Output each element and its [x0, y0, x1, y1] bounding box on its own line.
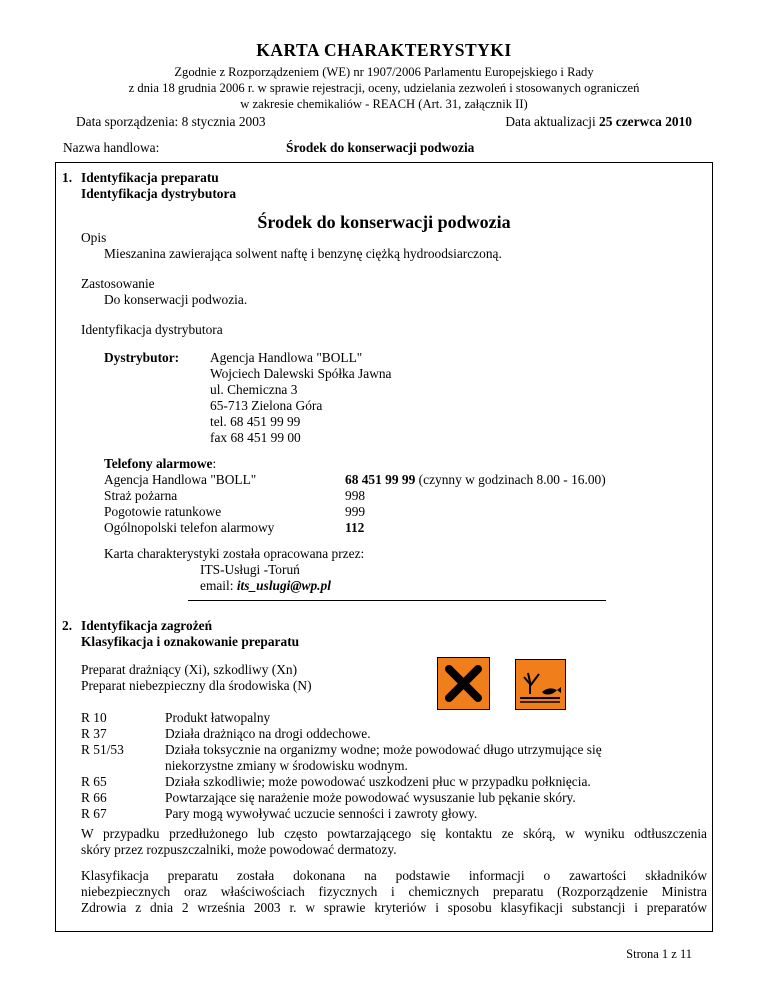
r-codes [81, 710, 124, 822]
section2-number: 2. [62, 618, 73, 633]
document-title: KARTA CHARAKTERYSTYKI [256, 40, 512, 60]
classification-paragraph [81, 868, 707, 916]
paragraph-line: W przypadku przedłużonego lub często powtarzającego się kontaktu ze skórą, w wyniku odtłuszczenia [81, 826, 707, 841]
prepared-by-name: ITS-Usługi -Toruń [200, 562, 300, 577]
zastosowanie-label: Zastosowanie [81, 276, 155, 291]
alarm-phones-names [104, 456, 274, 536]
paragraph-line: Zdrowia z dnia 2 września 2003 r. w sprawie kryteriów i sposobu klasyfikacji substancji i preparatów [81, 900, 707, 915]
distributor-line: 65-713 Zielona Góra [210, 398, 323, 413]
opis-label: Opis [81, 230, 107, 245]
prepared-by-label: Karta charakterystyki została opracowana przez: [104, 546, 365, 561]
update-label: Data aktualizacji [505, 114, 600, 129]
subtitle-line-1: Zgodnie z Rozporządzeniem (WE) nr 1907/2006 Parlamentu Europejskiego i Rady [174, 65, 594, 79]
dermatosis-paragraph [81, 826, 707, 858]
section-divider [188, 600, 606, 601]
r-text: Działa toksycznie na organizmy wodne; może powodować długo utrzymujące się [165, 742, 602, 757]
prepared-by-email [200, 578, 331, 594]
distributor-line: ul. Chemiczna 3 [210, 382, 298, 397]
update-date [505, 114, 692, 130]
alarm-boll-note: (czynny w godzinach 8.00 - 16.00) [415, 472, 606, 487]
r-text: Powtarzające się narażenie może powodować wysuszanie lub pękanie skóry. [165, 790, 576, 805]
trade-name: Środek do konserwacji podwozia [286, 140, 475, 155]
update-date-value: 25 czerwca 2010 [599, 114, 692, 129]
section1-number: 1. [62, 170, 73, 185]
classification-lines [81, 662, 312, 694]
r-text: Działa szkodliwie; może powodować uszkodzeni płuc w przypadku połknięcia. [165, 774, 591, 789]
r-texts [165, 710, 602, 822]
alarm-name: Straż pożarna [104, 488, 178, 503]
section1-heading2: Identyfikacja dystrybutora [81, 186, 237, 201]
section1-heading [81, 170, 236, 202]
r-code [81, 758, 124, 774]
r-code: R 10 [81, 710, 107, 725]
alarm-name: Pogotowie ratunkowe [104, 504, 222, 519]
subtitle-line-2: z dnia 18 grudnia 2006 r. w sprawie rejestracji, oceny, udzielania zezwoleń i stosowanych ograniczeń [128, 81, 640, 95]
page-number: Strona 1 z 11 [626, 947, 692, 961]
classification-line-2: Preparat niebezpieczny dla środowiska (N) [81, 678, 312, 693]
paragraph-line: niebezpiecznych oraz właściwościach fizycznych i chemicznych preparatu (Rozporządzenie Ministra [81, 884, 707, 899]
zastosowanie-text: Do konserwacji podwozia. [104, 292, 248, 307]
distributor-section-label: Identyfikacja dystrybutora [81, 322, 223, 337]
classification-line-1: Preparat drażniący (Xi), szkodliwy (Xn) [81, 662, 298, 677]
alarm-boll-number: 68 451 99 99 [345, 472, 416, 487]
section1-heading1: Identyfikacja preparatu [81, 170, 219, 185]
r-text: Produkt łatwopalny [165, 710, 271, 725]
distributor-address [210, 350, 392, 446]
alarm-phones-label [104, 456, 274, 472]
r-code: R 51/53 [81, 742, 124, 757]
distributor-line: fax 68 451 99 00 [210, 430, 301, 445]
alarm-number-boll [345, 472, 606, 488]
email-label: email: [200, 578, 237, 593]
distributor-line: Wojciech Dalewski Spółka Jawna [210, 366, 392, 381]
section2-heading [81, 618, 299, 650]
opis-text: Mieszanina zawierająca solwent naftę i benzynę ciężką hydroodsiarczoną. [104, 246, 502, 261]
alarm-number-ambulance: 999 [345, 504, 366, 519]
section2-heading1: Identyfikacja zagrożeń [81, 618, 213, 633]
alarm-colon: : [212, 456, 217, 471]
subtitle-line-3: w zakresie chemikaliów - REACH (Art. 31, załącznik II) [240, 97, 528, 111]
r-text: Działa drażniąco na drogi oddechowe. [165, 726, 371, 741]
alarm-number-fire: 998 [345, 488, 366, 503]
email-link[interactable]: its_uslugi@wp.pl [236, 578, 331, 593]
prep-date: Data sporządzenia: 8 stycznia 2003 [76, 114, 266, 129]
alarm-phones-numbers [345, 472, 606, 536]
r-code: R 65 [81, 774, 107, 789]
paragraph-line: Klasyfikacja preparatu została dokonana na podstawie informacji o zawartości składników [81, 868, 707, 883]
r-code: R 37 [81, 726, 107, 741]
distributor-label: Dystrybutor: [104, 350, 180, 365]
r-text: niekorzystne zmiany w środowisku wodnym. [165, 758, 408, 773]
harmful-x-icon [437, 657, 490, 710]
alarm-name: Agencja Handlowa "BOLL" [104, 472, 257, 487]
distributor-line: Agencja Handlowa "BOLL" [210, 350, 363, 365]
distributor-line: tel. 68 451 99 99 [210, 414, 301, 429]
product-title: Środek do konserwacji podwozia [257, 212, 511, 232]
alarm-name: Ogólnopolski telefon alarmowy [104, 520, 275, 535]
r-code: R 67 [81, 806, 107, 821]
section2-heading2: Klasyfikacja i oznakowanie preparatu [81, 634, 300, 649]
r-text: Pary mogą wywoływać uczucie senności i zawroty głowy. [165, 806, 478, 821]
r-code: R 66 [81, 790, 107, 805]
alarm-phones-label-text: Telefony alarmowe [104, 456, 213, 471]
paragraph-line: skóry przez rozpuszczalniki, może powodować dermatozy. [81, 842, 397, 857]
trade-name-label: Nazwa handlowa: [63, 140, 160, 155]
alarm-number-general: 112 [345, 520, 365, 535]
environment-hazard-icon [515, 659, 566, 710]
